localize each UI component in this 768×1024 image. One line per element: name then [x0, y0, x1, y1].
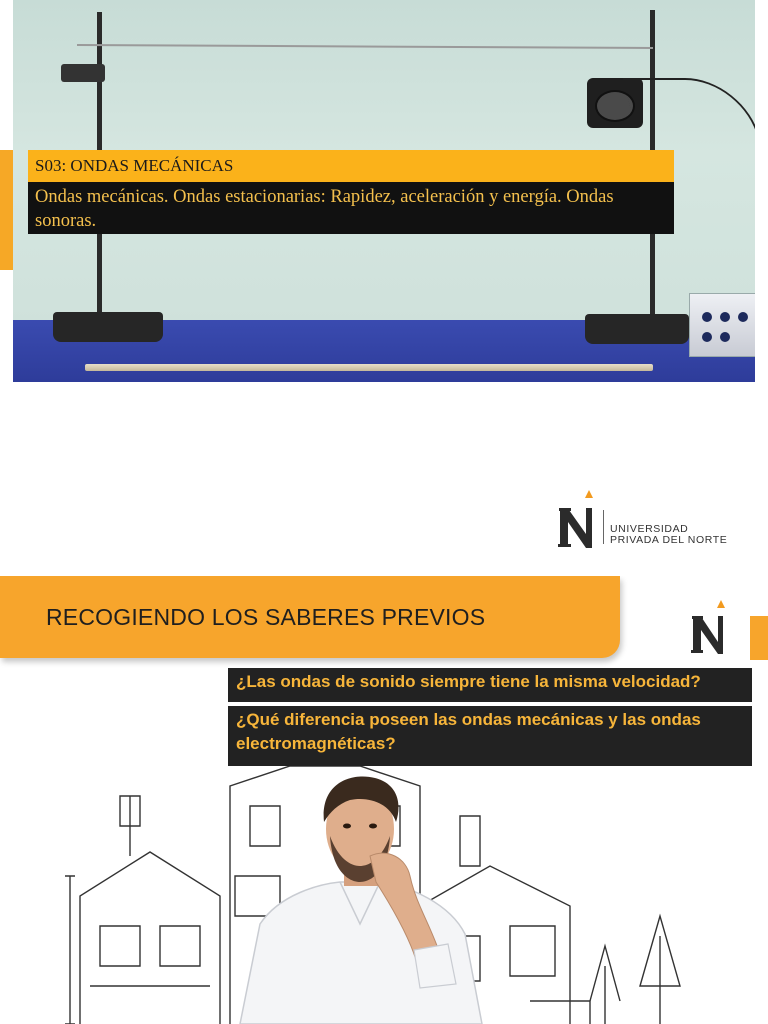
- logo-line1: UNIVERSIDAD: [610, 523, 689, 535]
- signal-generator: [689, 293, 755, 357]
- meter-ruler: [85, 364, 653, 371]
- n-logo-small-icon: [690, 600, 730, 656]
- slide2-right-accent-tab: [750, 616, 768, 660]
- left-stand-base: [53, 312, 163, 342]
- generator-socket: [702, 312, 712, 322]
- generator-socket: [720, 332, 730, 342]
- question-box-1: [228, 668, 752, 702]
- session-description-box: [28, 182, 674, 234]
- logo-divider: [603, 510, 604, 544]
- slide2-banner-title: RECOGIENDO LOS SABERES PREVIOS: [46, 604, 486, 630]
- logo-line2: PRIVADA DEL NORTE: [610, 534, 728, 546]
- generator-socket: [738, 312, 748, 322]
- university-logo: [556, 490, 756, 550]
- session-title-bar: [28, 150, 674, 182]
- question-1-text: ¿Las ondas de sonido siempre tiene la misma velocidad?: [236, 672, 701, 691]
- vibrating-string: [77, 44, 653, 49]
- thinking-man-illustration: [220, 774, 490, 1024]
- slide2-prior-knowledge: [0, 576, 768, 1024]
- right-stand-base: [585, 314, 689, 344]
- session-description: Ondas mecánicas. Ondas estacionarias: Rapidez, aceleración y energía. Ondas sonoras.: [35, 187, 614, 231]
- question-2-text: ¿Qué diferencia poseen las ondas mecánicas y las ondas electromagnéticas?: [236, 710, 701, 753]
- n-logo-icon: [556, 490, 600, 550]
- generator-socket: [720, 312, 730, 322]
- slide2-header-banner: [0, 576, 620, 658]
- generator-socket: [702, 332, 712, 342]
- left-pulley-clamp: [61, 64, 105, 82]
- slide1-left-accent-tab: [0, 150, 13, 270]
- question-box-2: [228, 706, 752, 766]
- session-title: S03: ONDAS MECÁNICAS: [35, 156, 234, 175]
- logo-wordmark: [610, 524, 727, 546]
